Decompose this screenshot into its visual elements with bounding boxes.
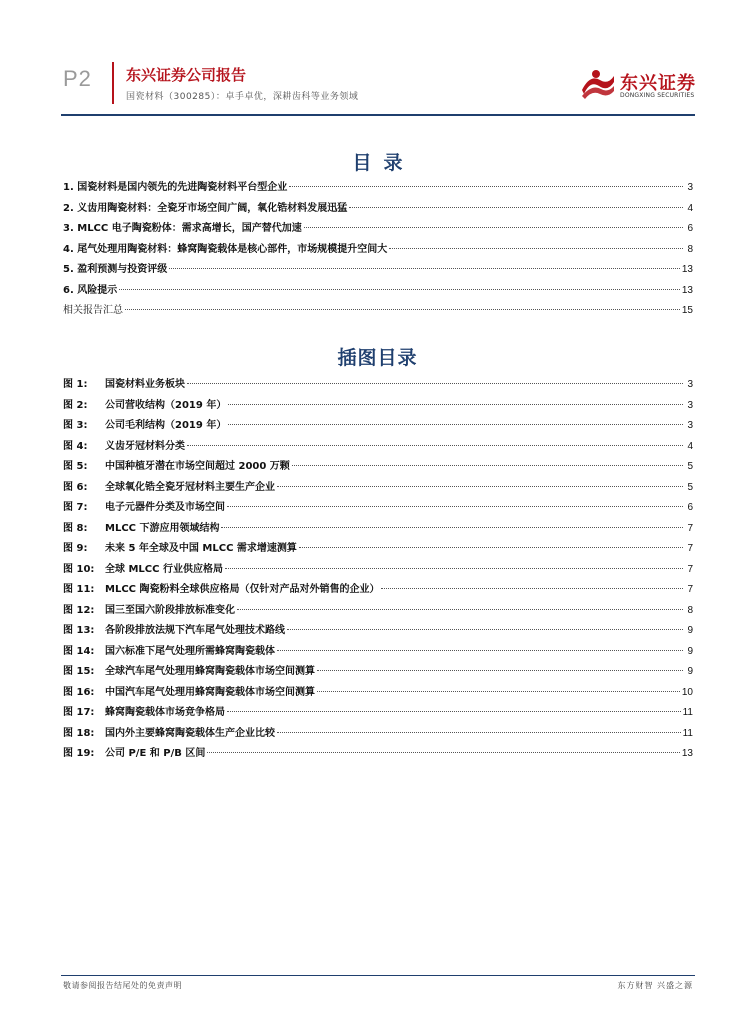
figure-entry-label: 国内外主要蜂窝陶瓷载体生产企业比较 — [105, 727, 275, 739]
toc-entry-page: 13 — [681, 284, 693, 296]
toc-entry-page: 6 — [687, 223, 693, 234]
toc-title: 目录 — [352, 152, 415, 174]
logo-english-name: DONGXING SECURITIES — [620, 92, 695, 99]
report-subtitle: 国瓷材料（300285）：卓手卓优，深耕齿科等业务领域 — [126, 92, 359, 102]
report-title: 东兴证券公司报告 — [126, 66, 247, 84]
toc-entry-label: 3. MLCC 电子陶瓷粉体：需求高增长，国产替代加速 — [63, 223, 302, 234]
figure-entry-label: 国三至国六阶段排放标准变化 — [105, 604, 235, 616]
toc-entry-page: 3 — [687, 182, 693, 193]
company-logo — [580, 66, 695, 102]
toc-leader-dots — [349, 207, 683, 208]
figure-entry-label: 全球 MLCC 行业供应格局 — [105, 563, 223, 575]
toc-entry-label: 6. 风险提示 — [63, 284, 118, 296]
figure-entry-page: 7 — [687, 563, 693, 575]
logo-name: 东兴证券 — [620, 73, 696, 94]
toc-entry-page: 13 — [681, 264, 693, 275]
figure-entry-number: 图 9: — [63, 543, 88, 554]
figure-entry[interactable] — [63, 457, 693, 478]
figure-leader-dots — [228, 424, 683, 425]
figure-entry[interactable] — [63, 662, 693, 683]
figure-leader-dots — [187, 383, 683, 384]
figure-entry[interactable] — [63, 478, 693, 499]
figure-entry-page: 9 — [687, 625, 693, 636]
figure-entry-page: 3 — [687, 420, 693, 431]
figure-leader-dots — [277, 732, 681, 733]
figure-entry-label: MLCC 下游应用领域结构 — [105, 522, 220, 534]
figure-leader-dots — [237, 609, 683, 610]
figure-entry[interactable] — [63, 498, 693, 519]
figure-entry[interactable] — [63, 703, 693, 724]
figure-leader-dots — [277, 486, 683, 487]
footer-slogan: 东方财智 兴盛之源 — [617, 981, 693, 990]
figure-entry[interactable] — [63, 642, 693, 663]
toc-leader-dots — [169, 268, 680, 269]
figure-entry[interactable] — [63, 519, 693, 540]
toc-entry-label: 2. 义齿用陶瓷材料：全瓷牙市场空间广阔，氧化锆材料发展迅猛 — [63, 202, 348, 214]
header-divider — [112, 62, 114, 104]
figure-entry-number: 图 15: — [63, 666, 95, 677]
figure-leader-dots — [227, 711, 681, 712]
figure-entry-page: 7 — [687, 543, 693, 554]
figure-entry-label: 各阶段排放法规下汽车尾气处理技术路线 — [105, 625, 285, 636]
figure-entry-number: 图 3: — [63, 420, 88, 431]
figure-entry-number: 图 2: — [63, 399, 88, 411]
logo-emblem-icon — [580, 66, 616, 102]
figure-entry-number: 图 8: — [63, 522, 88, 534]
figure-entry[interactable] — [63, 437, 693, 458]
figure-entry-page: 7 — [687, 584, 693, 595]
toc-entry[interactable] — [63, 281, 693, 302]
figure-entry-label: MLCC 陶瓷粉料全球供应格局（仅针对产品对外销售的企业） — [105, 584, 380, 595]
toc-entry[interactable] — [63, 301, 693, 322]
figure-entry-label: 公司营收结构（2019 年） — [105, 399, 227, 411]
figure-entry-number: 图 6: — [63, 481, 88, 493]
toc-entry[interactable] — [63, 178, 693, 199]
figure-entry-label: 全球汽车尾气处理用蜂窝陶瓷载体市场空间测算 — [105, 666, 315, 677]
figure-entry-label: 国六标准下尾气处理所需蜂窝陶瓷载体 — [105, 645, 275, 657]
figure-entry-page: 3 — [687, 379, 693, 390]
figure-entry[interactable] — [63, 724, 693, 745]
toc-entry[interactable] — [63, 219, 693, 240]
figure-leader-dots — [317, 691, 680, 692]
figure-entry[interactable] — [63, 744, 693, 765]
toc-entry[interactable] — [63, 260, 693, 281]
figure-entry[interactable] — [63, 560, 693, 581]
figure-entry[interactable] — [63, 601, 693, 622]
figure-entry-page: 5 — [687, 461, 693, 472]
figure-entry[interactable] — [63, 539, 693, 560]
figure-entry[interactable] — [63, 396, 693, 417]
figure-entry-number: 图 12: — [63, 604, 95, 616]
figure-entry-label: 全球氧化锆全瓷牙冠材料主要生产企业 — [105, 481, 275, 493]
figure-entry-page: 10 — [681, 686, 693, 698]
footer-disclaimer: 敬请参阅报告结尾处的免责声明 — [63, 981, 182, 990]
figure-entry-number: 图 17: — [63, 707, 95, 718]
figure-entry-page: 11 — [682, 707, 693, 718]
figure-entry-number: 图 4: — [63, 440, 88, 452]
figure-entry-page: 3 — [687, 399, 693, 411]
toc-list — [63, 178, 693, 322]
figure-entry-page: 11 — [682, 727, 693, 739]
toc-entry-page: 4 — [687, 202, 693, 214]
figure-leader-dots — [287, 629, 683, 630]
figure-entry-number: 图 10: — [63, 563, 95, 575]
page-number: P2 — [63, 66, 92, 91]
figure-leader-dots — [187, 445, 683, 446]
toc-entry-page: 8 — [687, 243, 693, 255]
figure-entry-number: 图 11: — [63, 584, 95, 595]
figure-entry-label: 中国种植牙潜在市场空间超过 2000 万颗 — [105, 461, 290, 472]
footer-rule — [61, 975, 695, 976]
figure-entry-label: 电子元器件分类及市场空间 — [105, 502, 225, 513]
figure-leader-dots — [221, 527, 683, 528]
figure-entry-page: 13 — [681, 748, 693, 759]
figure-entry-number: 图 16: — [63, 686, 95, 698]
figure-list-title: 插图目录 — [337, 347, 418, 369]
header-rule — [61, 114, 695, 116]
figure-entry-number: 图 13: — [63, 625, 95, 636]
figure-entry-number: 图 1: — [63, 379, 88, 390]
toc-leader-dots — [389, 248, 683, 249]
figure-entry-label: 公司毛利结构（2019 年） — [105, 420, 227, 431]
figure-leader-dots — [317, 670, 683, 671]
figure-leader-dots — [381, 588, 683, 589]
figure-leader-dots — [225, 568, 683, 569]
figure-leader-dots — [299, 547, 683, 548]
figure-leader-dots — [207, 752, 680, 753]
figure-entry[interactable] — [63, 683, 693, 704]
figure-entry-number: 图 5: — [63, 461, 88, 472]
figure-entry-number: 图 14: — [63, 645, 95, 657]
figure-entry-page: 9 — [687, 666, 693, 677]
figure-entry-label: 中国汽车尾气处理用蜂窝陶瓷载体市场空间测算 — [105, 686, 315, 698]
figure-list — [63, 375, 693, 765]
toc-leader-dots — [119, 289, 680, 290]
figure-entry-label: 国瓷材料业务板块 — [105, 379, 185, 390]
figure-entry-page: 9 — [687, 645, 693, 657]
figure-leader-dots — [292, 465, 683, 466]
toc-entry-label: 4. 尾气处理用陶瓷材料：蜂窝陶瓷载体是核心部件，市场规模提升空间大 — [63, 243, 388, 255]
figure-entry[interactable] — [63, 580, 693, 601]
figure-entry[interactable] — [63, 621, 693, 642]
figure-entry-number: 图 18: — [63, 727, 95, 739]
toc-entry-label: 1. 国瓷材料是国内领先的先进陶瓷材料平台型企业 — [63, 182, 288, 193]
toc-leader-dots — [289, 186, 683, 187]
figure-entry-number: 图 19: — [63, 748, 95, 759]
figure-entry-label: 公司 P/E 和 P/B 区间 — [105, 748, 206, 759]
figure-leader-dots — [277, 650, 683, 651]
toc-entry-label: 5. 盈利预测与投资评级 — [63, 264, 168, 275]
toc-entry[interactable] — [63, 199, 693, 220]
figure-entry-label: 未来 5 年全球及中国 MLCC 需求增速测算 — [105, 543, 297, 554]
figure-entry-page: 8 — [687, 604, 693, 616]
figure-leader-dots — [227, 506, 683, 507]
toc-entry[interactable] — [63, 240, 693, 261]
toc-leader-dots — [304, 227, 683, 228]
toc-entry-label: 相关报告汇总 — [63, 305, 123, 316]
figure-entry-page: 4 — [687, 440, 693, 452]
toc-entry-page: 15 — [681, 305, 693, 316]
figure-entry-page: 7 — [687, 522, 693, 534]
figure-entry-page: 5 — [687, 481, 693, 493]
figure-entry-label: 义齿牙冠材料分类 — [105, 440, 185, 452]
figure-entry-label: 蜂窝陶瓷载体市场竞争格局 — [105, 707, 225, 718]
figure-entry-page: 6 — [687, 502, 693, 513]
figure-entry[interactable] — [63, 416, 693, 437]
figure-leader-dots — [228, 404, 683, 405]
toc-leader-dots — [125, 309, 680, 310]
page-header — [0, 0, 755, 118]
figure-entry-number: 图 7: — [63, 502, 88, 513]
figure-entry[interactable] — [63, 375, 693, 396]
